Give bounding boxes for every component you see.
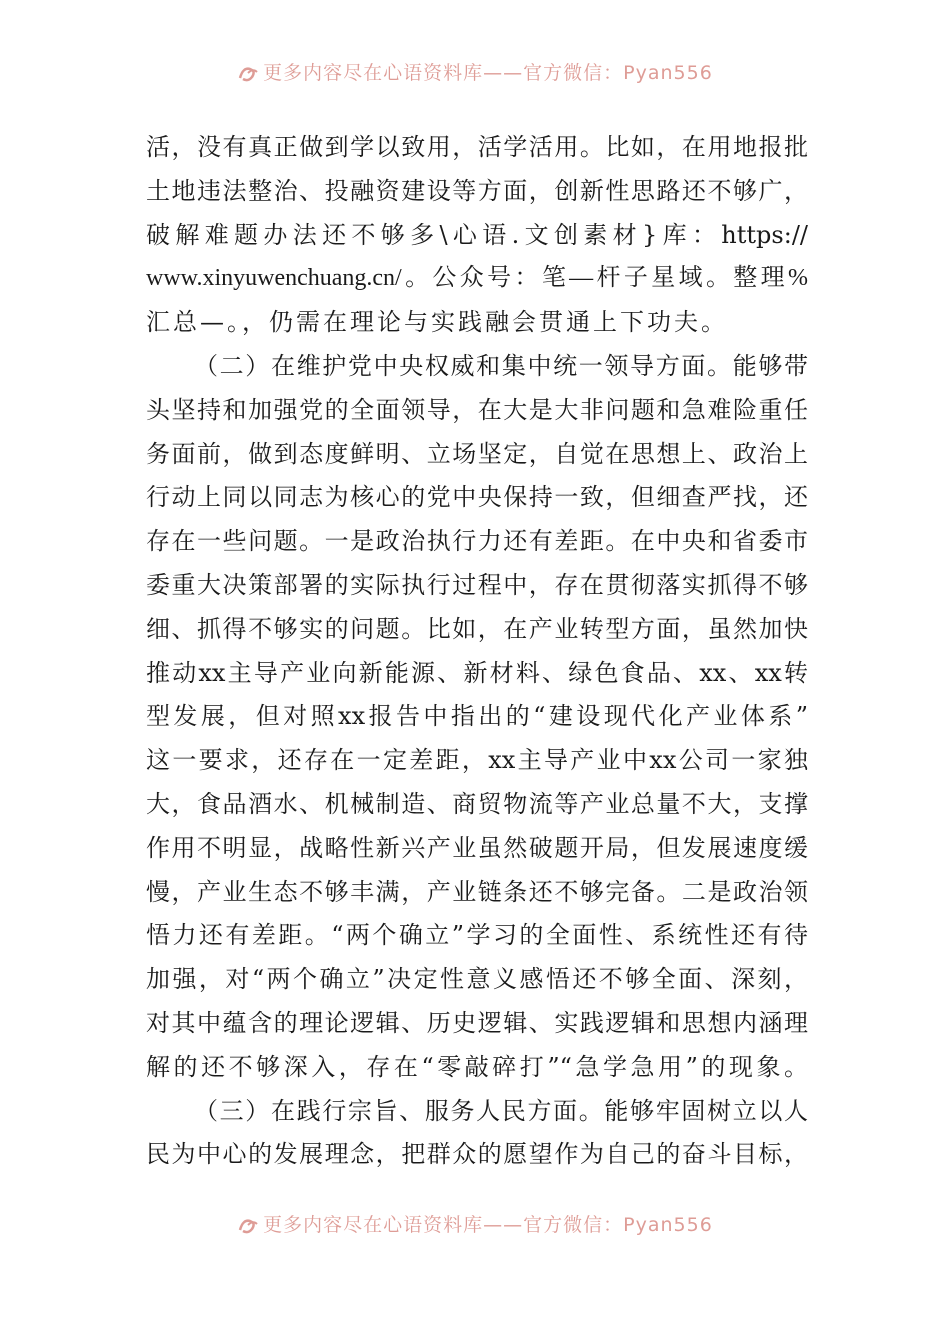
text-line: 这一要求，还存在一定差距，xx主导产业中xx公司一家独: [146, 746, 808, 775]
text-line: 土地违法整治、投融资建设等方面，创新性思路还不够广，: [146, 176, 808, 205]
text-line: 务面前，做到态度鲜明、立场坚定，自觉在思想上、政治上: [146, 439, 808, 468]
text-line: 委重大决策部署的实际执行过程中，存在贯彻落实抓得不够: [146, 570, 808, 599]
text-line: 型发展，但对照xx报告中指出的“建设现代化产业体系”: [146, 702, 808, 731]
text-line: 对其中蕴含的理论逻辑、历史逻辑、实践逻辑和思想内涵理: [146, 1008, 808, 1037]
text-line: 民为中心的发展理念，把群众的愿望作为自己的奋斗目标，: [146, 1140, 808, 1169]
text-line: 头坚持和加强党的全面领导，在大是大非问题和急难险重任: [146, 395, 808, 424]
text-line: （三）在践行宗旨、服务人民方面。能够牢固树立以人: [194, 1096, 808, 1125]
watermark-footer: [0, 1210, 950, 1237]
text-line: 破解难题办法还不够多\心语.文创素材}库：https://: [146, 220, 808, 249]
watermark-text: 更多内容尽在心语资料库——官方微信：Pyan556: [263, 1214, 713, 1236]
text-line: 推动xx主导产业向新能源、新材料、绿色食品、xx、xx转: [146, 658, 808, 687]
text-line: 作用不明显，战略性新兴产业虽然破题开局，但发展速度缓: [146, 833, 808, 862]
watermark-logo-icon: [237, 64, 259, 84]
text-line: 加强，对“两个确立”决定性意义感悟还不够全面、深刻，: [146, 965, 808, 994]
text-line: 解的还不够深入，存在“零敲碎打”“急学急用”的现象。: [146, 1052, 808, 1081]
text-line: www.xinyuwenchuang.cn/。公众号：笔—杆子星域。整理%: [146, 265, 808, 292]
text-line: 行动上同以同志为核心的党中央保持一致，但细查严找，还: [146, 483, 808, 512]
watermark-header: [0, 58, 950, 85]
text-line: 汇总—。，仍需在理论与实践融会贯通上下功夫。: [146, 308, 728, 337]
text-line: 大，食品酒水、机械制造、商贸物流等产业总量不大，支撑: [146, 789, 808, 818]
text-line: 细、抓得不够实的问题。比如，在产业转型方面，虽然加快: [146, 614, 808, 643]
watermark-logo-icon: [237, 1216, 259, 1236]
text-line: 活，没有真正做到学以致用，活学活用。比如，在用地报批: [146, 133, 808, 161]
text-line: 存在一些问题。一是政治执行力还有差距。在中央和省委市: [146, 527, 808, 556]
watermark-text: 更多内容尽在心语资料库——官方微信：Pyan556: [263, 62, 713, 84]
text-line: （二）在维护党中央权威和集中统一领导方面。能够带: [194, 351, 808, 380]
text-line: 慢，产业生态不够丰满，产业链条还不够完备。二是政治领: [146, 877, 808, 906]
text-line: 悟力还有差距。“两个确立”学习的全面性、系统性还有待: [146, 921, 808, 950]
document-body: [146, 126, 808, 1177]
